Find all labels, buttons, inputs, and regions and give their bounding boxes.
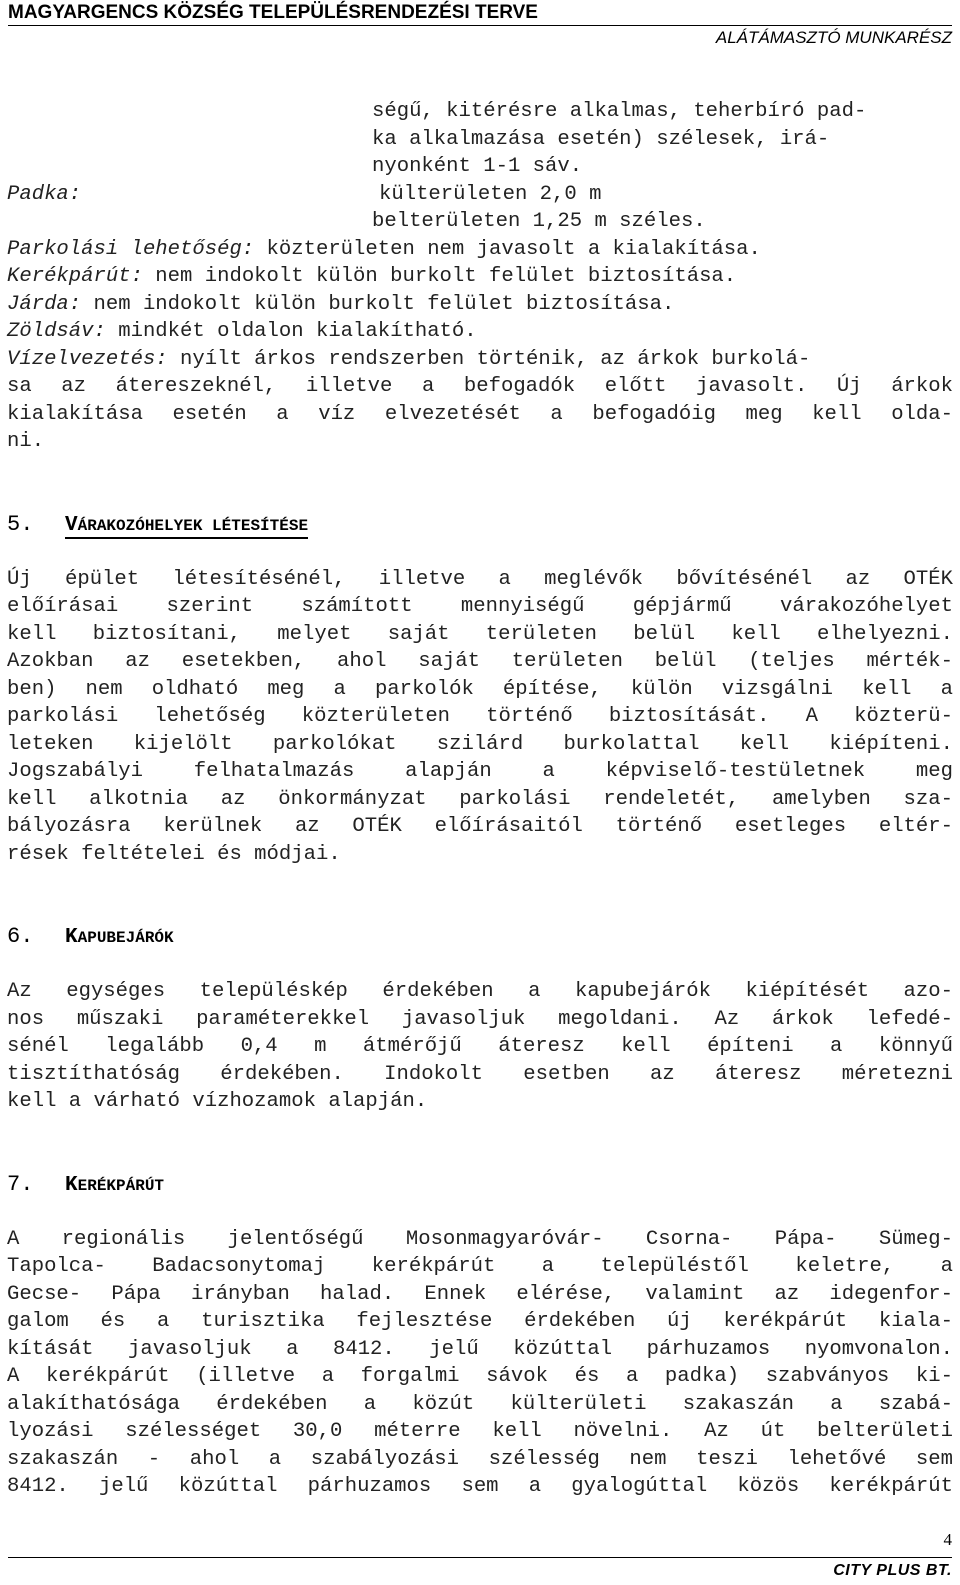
paragraph-line: galom és a turisztika fejlesztése érdekében új kerékpárút kiala- [7,1310,953,1333]
paragraph-line: előírásai szerint számított mennyiségű gépjármű várakozóhelyet [7,595,953,618]
green-label: Zöldsáv: [7,320,106,343]
paragraph-line: Új épület létesítésénél, illetve a meglévők bővítésénél az OTÉK [7,567,953,591]
paragraph-line: ben) nem oldható meg a parkolók építése, külön vizsgálni kell a [7,677,953,701]
drain-label: Vízelvezetés: [7,347,168,371]
paragraph-line: leteken kijelölt parkolókat szilárd burkolattal kell kiépíteni. [7,732,953,756]
green-text: mindkét oldalon kialakítható. [105,320,477,343]
text-line: ségű, kitérésre alkalmas, teherbíró pad- [372,100,867,123]
padka-value: külterületen 2,0 m [379,182,602,206]
document-title: MAGYARGENCS KÖZSÉG TELEPÜLÉSRENDEZÉSI TERVE [8,2,538,23]
text-line: ka alkalmazása esetén) szélesek, irá- [372,127,830,151]
drain-row [7,346,953,374]
paragraph-line: alakíthatósága érdekében a közút külterületi szakaszán a szabá- [7,1392,953,1416]
walk-text: nem indokolt külön burkolt felület biztosítása. [81,292,675,316]
bike-label: Kerékpárút: [7,265,143,288]
paragraph-line: Gecse- Pápa irányban halad. Ennek elérése, valamint az idegenfor- [7,1282,953,1306]
paragraph-line: kítását javasoljuk a 8412. jelű közúttal párhuzamos nyomvonalon. [7,1337,953,1361]
paragraph-line: kell biztosítani, melyet saját területen belül kell elhelyezni. [7,622,953,646]
header-divider [8,25,952,26]
section-number: 5. [7,511,34,537]
section-title-initial: K [65,1173,78,1197]
section-7-heading [7,1171,953,1199]
paragraph-line: 8412. jelű közúttal párhuzamos sem a gyalogúttal közös kerékpárút [7,1475,953,1498]
page-body [7,98,953,1501]
text-line: ni. [7,430,45,453]
text-line: kialakítása esetén a víz elvezetését a befogadóig meg kell olda- [7,402,953,426]
paragraph-line: kell alkotnia az önkormányzat parkolási rendeletét, amelyben sza- [7,787,953,811]
section-6-heading [7,923,953,951]
paragraph-line: lyozási szélességet 30,0 méterre kell növelni. Az út belterületi [7,1420,953,1443]
drain-text: nyílt árkos rendszerben történik, az árkok burkolá- [167,347,811,371]
section-number: 6. [7,924,34,949]
paragraph-line: Az egységes településkép érdekében a kapubejárók kiépítését azo- [7,980,953,1003]
paragraph-line: parkolási lehetőség közterületen történő biztosítását. A közterü- [7,705,953,728]
parking-text: közterületen nem javasolt a kialakítása. [254,237,761,261]
paragraph-line: Azokban az esetekben, ahol saját területen belül (teljes mérték- [7,650,953,673]
text-line: sa az átereszeknél, illetve a befogadók előtt javasolt. Új árkok [7,375,953,398]
text-line: nyonként 1-1 sáv. [372,155,583,178]
section-number: 7. [7,1171,34,1197]
page-footer [8,1530,952,1585]
section-title: APUBEJÁRÓK [77,929,174,947]
walk-row [7,291,953,319]
bike-text: nem indokolt külön burkolt felület biztosítása. [142,265,737,288]
walk-label: Járda: [7,292,82,316]
bike-row [7,263,953,291]
paragraph-line: rések feltételei és módjai. [7,842,341,866]
section-title-initial: K [65,926,78,949]
padka-label: Padka: [7,182,82,206]
section-5-heading [7,511,953,539]
document-subtitle: ALÁTÁMASZTÓ MUNKARÉSZ [715,28,952,47]
padka-value-2: belterületen 1,25 m széles. [372,210,706,233]
paragraph-line: bályozásra kerülnek az OTÉK előírásaitól történő esetleges eltér- [7,815,953,838]
paragraph-line: szakaszán - ahol a szabályozási szélesség nem teszi lehetővé sem [7,1447,953,1471]
paragraph-line: Jogszabályi felhatalmazás alapján a képviselő-testületnek meg [7,760,953,783]
paragraph-line: kell a várható vízhozamok alapján. [7,1090,428,1113]
paragraph-line: A kerékpárút (illetve a forgalmi sávok és a padka) szabványos ki- [7,1365,953,1388]
company-logo: CITY PLUS BT. [833,1562,952,1579]
page-header [8,0,952,50]
paragraph-line: sénél legalább 0,4 m átmérőjű áteresz kell építeni a könnyű [7,1035,953,1058]
parking-row [7,236,953,264]
paragraph-line: Tapolca- Badacsonytomaj kerékpárút a településtől keletre, a [7,1255,953,1278]
padka-row [7,181,953,209]
parking-label: Parkolási lehetőség: [7,237,255,261]
paragraph-line: tisztíthatóság érdekében. Indokolt esetben az áteresz méretezni [7,1062,953,1086]
section-title: ERÉKPÁRÚT [77,1176,165,1195]
section-title: VÁRAKOZÓHELYEK LÉTESÍTÉSE [65,513,309,537]
page-number: 4 [943,1530,952,1549]
paragraph-line: nos műszaki paraméterekkel javasoljuk megoldani. Az árkok lefedé- [7,1007,953,1031]
paragraph-line: A regionális jelentőségű Mosonmagyaróvár- Csorna- Pápa- Sümeg- [7,1227,953,1251]
green-row [7,318,953,346]
footer-divider [8,1557,952,1558]
